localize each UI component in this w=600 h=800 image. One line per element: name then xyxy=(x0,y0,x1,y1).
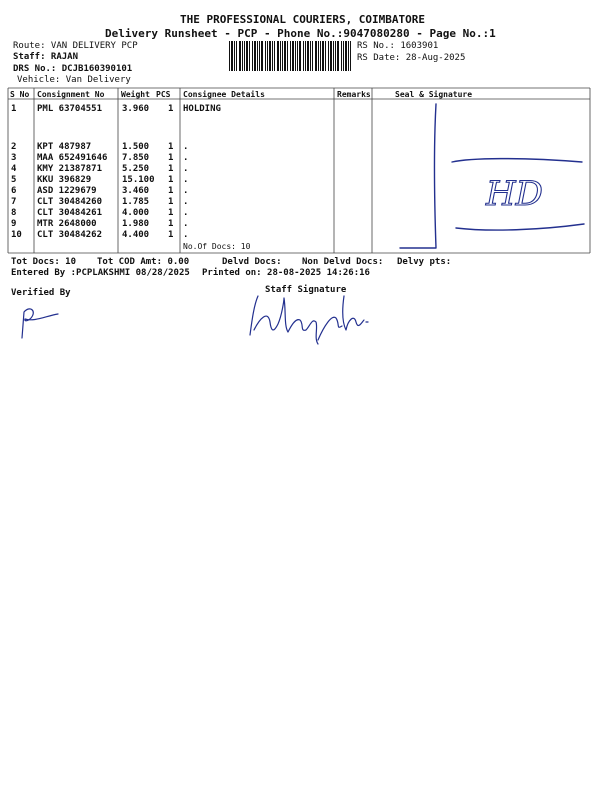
printed-on: Printed on: 28-08-2025 14:26:16 xyxy=(202,268,370,278)
row-sno: 4 xyxy=(11,164,17,174)
non-delvd-docs: Non Delvd Docs: xyxy=(302,257,384,267)
staff-label: Staff: RAJAN xyxy=(13,52,79,62)
row-consignment: CLT 30484260 xyxy=(37,197,103,207)
header-consignee: Consignee Details xyxy=(183,90,265,99)
entered-by: Entered By :PCPLAKSHMI 08/28/2025 xyxy=(11,268,190,278)
staff-signature-label: Staff Signature xyxy=(265,285,347,295)
drs-number: DRS No.: DCJB160390101 xyxy=(13,64,133,74)
row-consignee: . xyxy=(183,153,189,163)
company-name: THE PROFESSIONAL COURIERS, COIMBATORE xyxy=(180,13,426,26)
no-of-docs: No.Of Docs: 10 xyxy=(183,242,251,251)
row-consignment: PML 63704551 xyxy=(37,104,103,114)
row-pcs: 1 xyxy=(168,197,174,207)
row-consignee: . xyxy=(183,142,189,152)
tot-docs: Tot Docs: 10 xyxy=(11,257,77,267)
row-sno: 2 xyxy=(11,142,17,152)
row-pcs: 1 xyxy=(168,164,174,174)
header-seal: Seal & Signature xyxy=(395,90,473,99)
row-pcs: 1 xyxy=(168,153,174,163)
row-sno: 7 xyxy=(11,197,17,207)
row-weight: 3.460 xyxy=(122,186,150,196)
row-consignee: . xyxy=(183,175,189,185)
row-weight: 1.980 xyxy=(122,219,150,229)
row-consignee: . xyxy=(183,197,189,207)
vehicle-label: Vehicle: Van Delivery xyxy=(17,75,131,85)
row-consignee: . xyxy=(183,219,189,229)
row-consignment: MAA 652491646 xyxy=(37,153,108,163)
row-weight: 3.960 xyxy=(122,104,150,114)
header-sno: S No xyxy=(10,90,30,99)
row-consignment: MTR 2648000 xyxy=(37,219,97,229)
route-label: Route: VAN DELIVERY PCP xyxy=(13,41,138,51)
row-sno: 10 xyxy=(11,230,22,240)
row-consignee: HOLDING xyxy=(183,104,221,114)
rs-number: RS No.: 1603901 xyxy=(357,41,439,51)
row-sno: 1 xyxy=(11,104,17,114)
row-weight: 1.785 xyxy=(122,197,150,207)
row-consignment: KMY 21387871 xyxy=(37,164,103,174)
tot-cod-amount: Tot COD Amt: 0.00 xyxy=(97,257,190,267)
row-weight: 4.000 xyxy=(122,208,150,218)
delvy-pts: Delvy pts: xyxy=(397,257,452,267)
header-weight: Weight xyxy=(121,90,150,99)
header-consignment: Consignment No xyxy=(37,90,105,99)
row-pcs: 1 xyxy=(168,186,174,196)
row-pcs: 1 xyxy=(168,104,174,114)
row-consignee: . xyxy=(183,208,189,218)
row-weight: 15.100 xyxy=(122,175,155,185)
row-sno: 8 xyxy=(11,208,17,218)
delvd-docs: Delvd Docs: xyxy=(222,257,282,267)
row-consignment: KKU 396829 xyxy=(37,175,92,185)
header-pcs: PCS xyxy=(156,90,171,99)
row-weight: 1.500 xyxy=(122,142,150,152)
row-consignment: KPT 487987 xyxy=(37,142,92,152)
row-sno: 3 xyxy=(11,153,17,163)
row-pcs: 1 xyxy=(168,230,174,240)
row-pcs: 1 xyxy=(168,208,174,218)
header-remarks: Remarks xyxy=(337,90,371,99)
row-sno: 5 xyxy=(11,175,17,185)
row-sno: 6 xyxy=(11,186,17,196)
row-consignment: ASD 1229679 xyxy=(37,186,97,196)
verified-by-label: Verified By xyxy=(11,288,71,298)
row-pcs: 1 xyxy=(168,175,174,185)
row-weight: 5.250 xyxy=(122,164,150,174)
row-consignee: . xyxy=(183,164,189,174)
row-consignment: CLT 30484261 xyxy=(37,208,103,218)
row-sno: 9 xyxy=(11,219,17,229)
row-weight: 7.850 xyxy=(122,153,150,163)
row-weight: 4.400 xyxy=(122,230,150,240)
row-pcs: 1 xyxy=(168,142,174,152)
runsheet-title: Delivery Runsheet - PCP - Phone No.:9047080280 - Page No.:1 xyxy=(105,27,496,40)
row-consignment: CLT 30484262 xyxy=(37,230,103,240)
row-consignee: . xyxy=(183,186,189,196)
seal-mark-text: HD xyxy=(486,174,543,214)
rs-date: RS Date: 28-Aug-2025 xyxy=(357,53,466,63)
row-consignee: . xyxy=(183,230,189,240)
row-pcs: 1 xyxy=(168,219,174,229)
